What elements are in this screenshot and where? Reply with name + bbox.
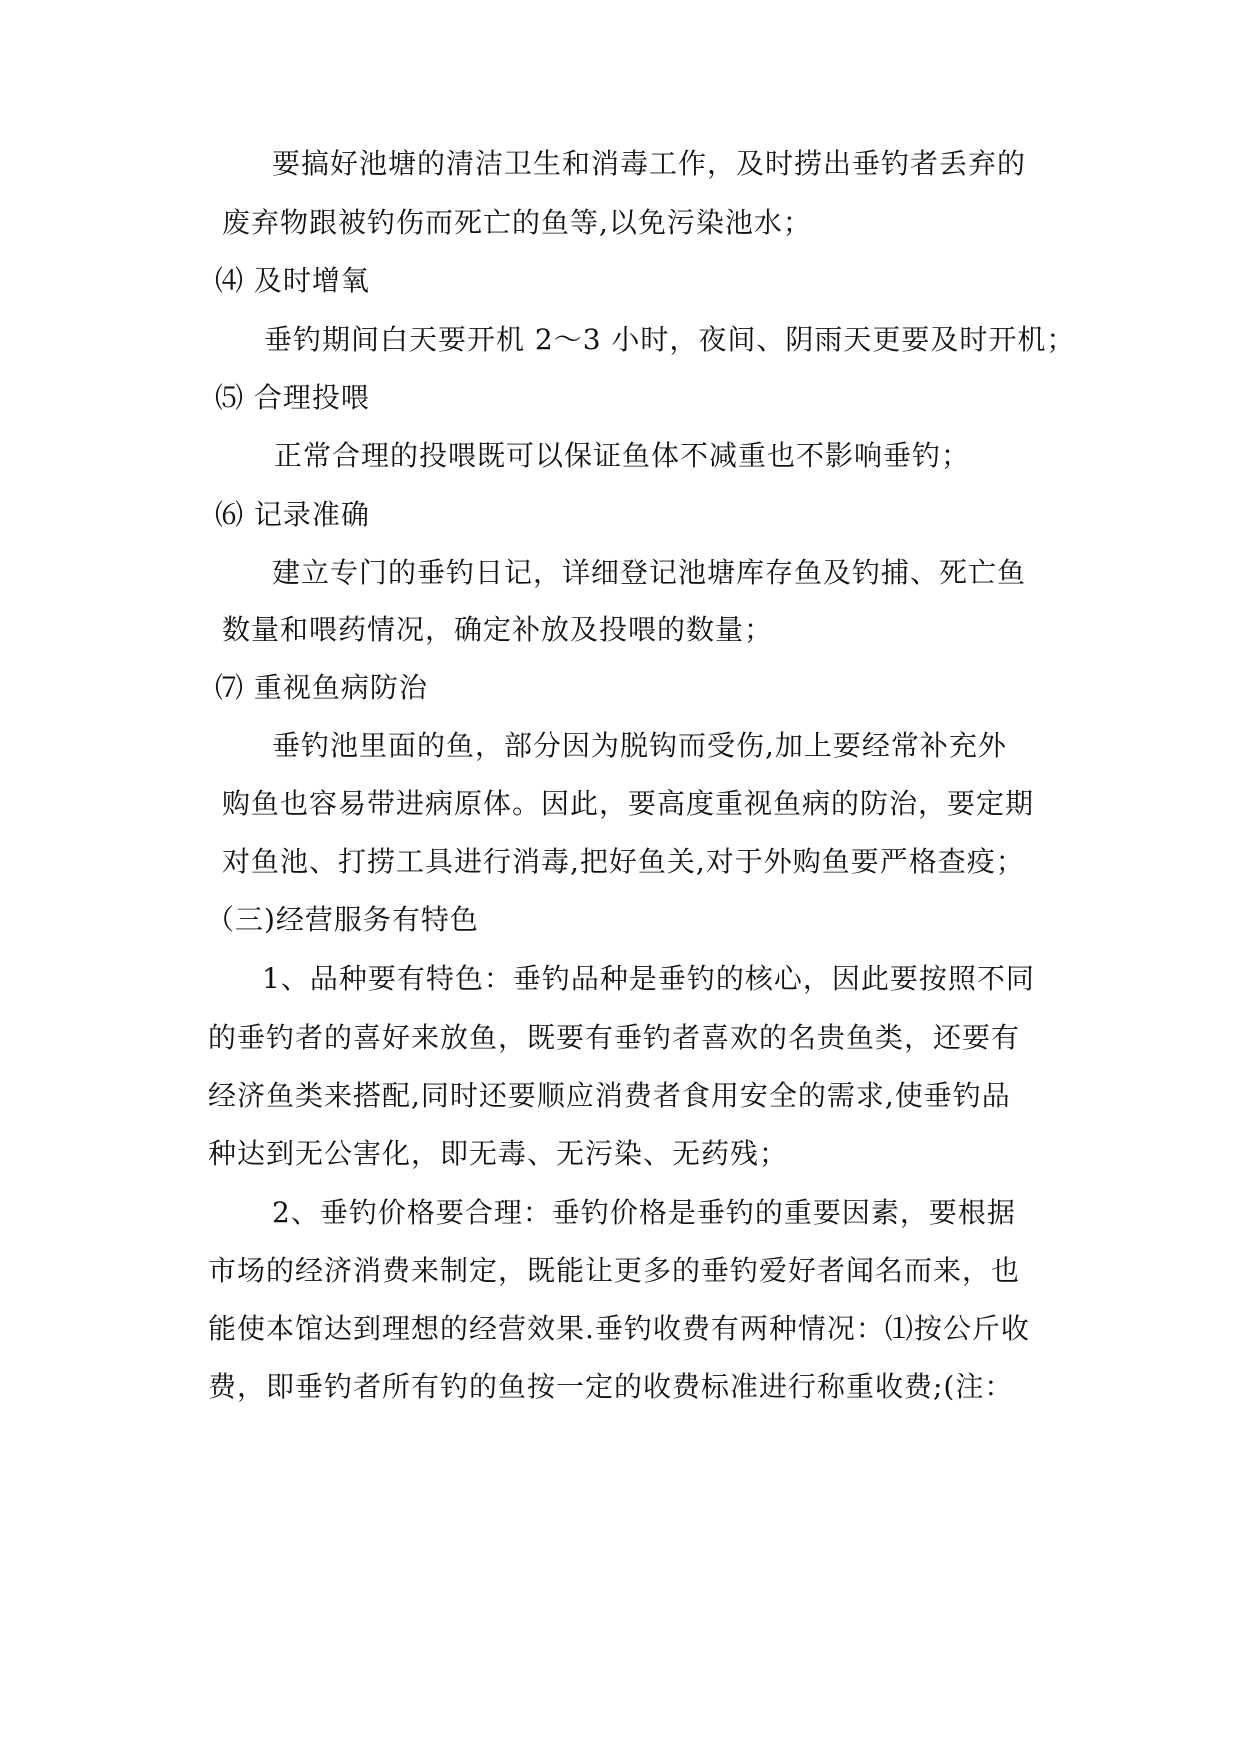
paragraph-line: 数量和喂药情况，确定补放及投喂的数量； — [222, 613, 774, 646]
paragraph-line: 正常合理的投喂既可以保证鱼体不减重也不影响垂钓； — [274, 439, 971, 472]
paragraph-line: 经济鱼类来搭配,同时还要顺应消费者食用安全的需求,使垂钓品 — [208, 1079, 1011, 1112]
paragraph-line: 2、垂钓价格要合理：垂钓价格是垂钓的重要因素，要根据 — [272, 1196, 1016, 1229]
paragraph-line: 种达到无公害化，即无毒、无污染、无药残； — [208, 1137, 789, 1170]
list-heading: ⑷ 及时增氧 — [215, 264, 370, 297]
paragraph-line: 垂钓池里面的鱼，部分因为脱钩而受伤,加上要经常补充外 — [272, 729, 1007, 762]
section-heading: （三)经营服务有特色 — [206, 903, 479, 936]
paragraph-line: 费，即垂钓者所有钓的鱼按一定的收费标准进行称重收费;(注： — [208, 1370, 1014, 1403]
paragraph-line: 垂钓期间白天要开机 2～3 小时，夜间、阴雨天更要及时开机； — [264, 323, 1076, 356]
list-heading: ⑸ 合理投喂 — [215, 381, 370, 414]
paragraph-line: 废弃物跟被钓伤而死亡的鱼等,以免污染池水； — [222, 206, 812, 239]
list-heading: ⑹ 记录准确 — [215, 498, 370, 531]
paragraph-line: 1、品种要有特色：垂钓品种是垂钓的核心，因此要按照不同 — [262, 962, 1035, 995]
paragraph-line: 的垂钓者的喜好来放鱼，既要有垂钓者喜欢的名贵鱼类，还要有 — [208, 1021, 1021, 1054]
paragraph-line: 对鱼池、打捞工具进行消毒,把好鱼关,对于外购鱼要严格查疫； — [222, 845, 1025, 878]
paragraph-line: 市场的经济消费来制定，既能让更多的垂钓爱好者闻名而来，也 — [208, 1254, 1021, 1287]
paragraph-line: 购鱼也容易带进病原体。因此，要高度重视鱼病的防治，要定期 — [222, 787, 1035, 820]
paragraph-line: 能使本馆达到理想的经营效果.垂钓收费有两种情况：⑴按公斤收 — [208, 1312, 1030, 1345]
paragraph-line: 建立专门的垂钓日记，详细登记池塘库存鱼及钓捕、死亡鱼 — [272, 556, 1027, 589]
list-heading: ⑺ 重视鱼病防治 — [215, 671, 428, 704]
paragraph-line: 要搞好池塘的清洁卫生和消毒工作，及时捞出垂钓者丢弃的 — [272, 147, 1027, 180]
